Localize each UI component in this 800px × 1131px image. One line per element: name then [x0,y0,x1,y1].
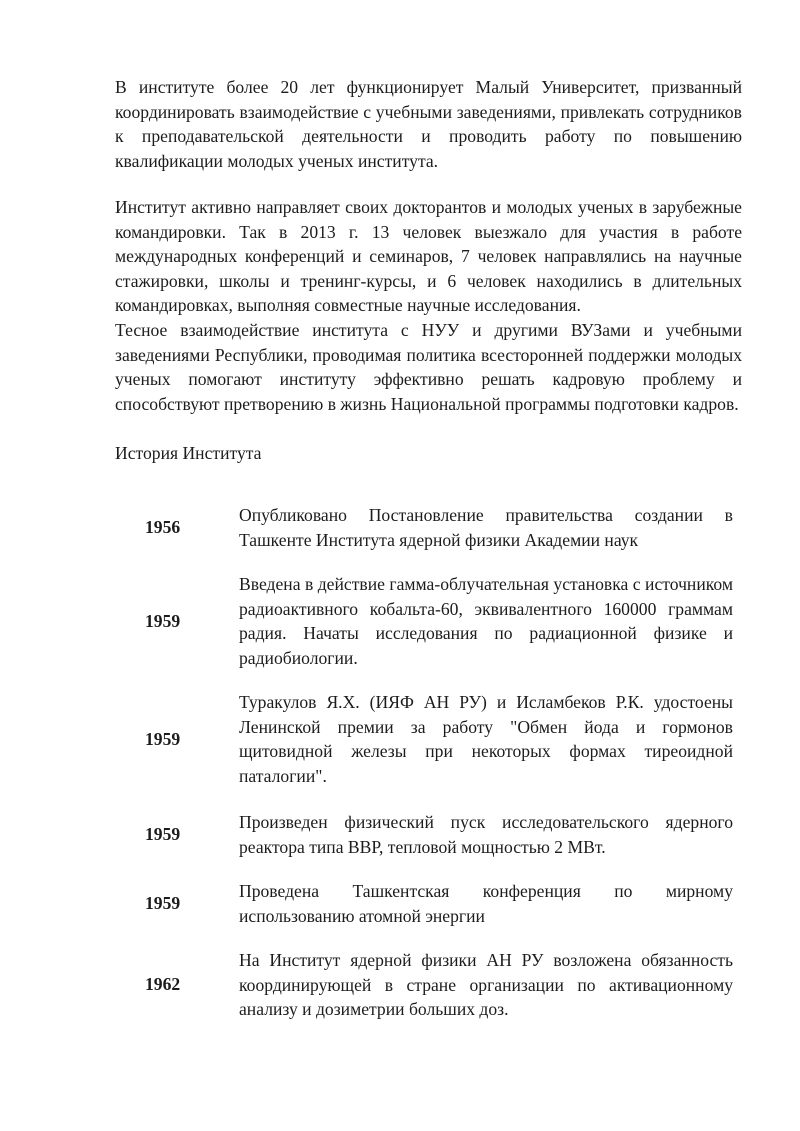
timeline-year: 1956 [145,517,181,537]
paragraph-cooperation: Тесное взаимодействие института с НУУ и другими ВУЗами и учебными заведениями Республики, проводимая политика всесторонней поддержки молодых ученых помогают институту эффективно решать кадровую проблему и способствуют претворению в жизнь Национальной программы подготовки кадров. [115,320,742,414]
timeline-year: 1959 [145,893,181,913]
paragraph-small-university: В институте более 20 лет функционирует Малый Университет, призванный координировать взаимодействие с учебными заведениями, привлекать сотрудников к преподавательской деятельности и проводить работу по повышению квалификации молодых ученых института. [115,77,742,171]
timeline-year: 1959 [145,611,181,631]
timeline-event: На Институт ядерной физики АН РУ возложена обязанность координирующей в стране организации по активационному анализу и дозиметрии больших доз. [239,950,733,1019]
timeline-year: 1959 [145,729,181,749]
timeline-year: 1962 [145,974,181,994]
timeline-year: 1959 [145,824,181,844]
timeline-event: Введена в действие гамма-облучательная установка с источником радиоактивного кобальта-60, эквивалентного 160000 граммам радия. Начаты исследования по радиационной физике и радиобиологии. [239,574,733,668]
paragraph-business-trips: Институт активно направляет своих докторантов и молодых ученых в зарубежные командировки. Так в 2013 г. 13 человек выезжало для участия в работе международных конференций и семинаров, 7 человек направлялись на научные стажировки, школы и тренинг-курсы, и 6 человек находились в длительных командировках, выполняя совместные научные исследования. [115,197,742,315]
timeline-event: Проведена Ташкентская конференция по мирному использованию атомной энергии [239,881,733,926]
timeline-event: Произведен физический пуск исследовательского ядерного реактора типа ВВР, тепловой мощностью 2 МВт. [239,812,733,857]
history-heading: История Института [115,443,262,463]
timeline-event: Опубликовано Постановление правительства создании в Ташкенте Института ядерной физики Академии наук [239,505,733,550]
timeline-event: Туракулов Я.Х. (ИЯФ АН РУ) и Исламбеков Р.К. удостоены Ленинской премии за работу "Обмен йода и гормонов щитовидной железы при некоторых формах тиреоидной паталогии". [239,692,733,786]
